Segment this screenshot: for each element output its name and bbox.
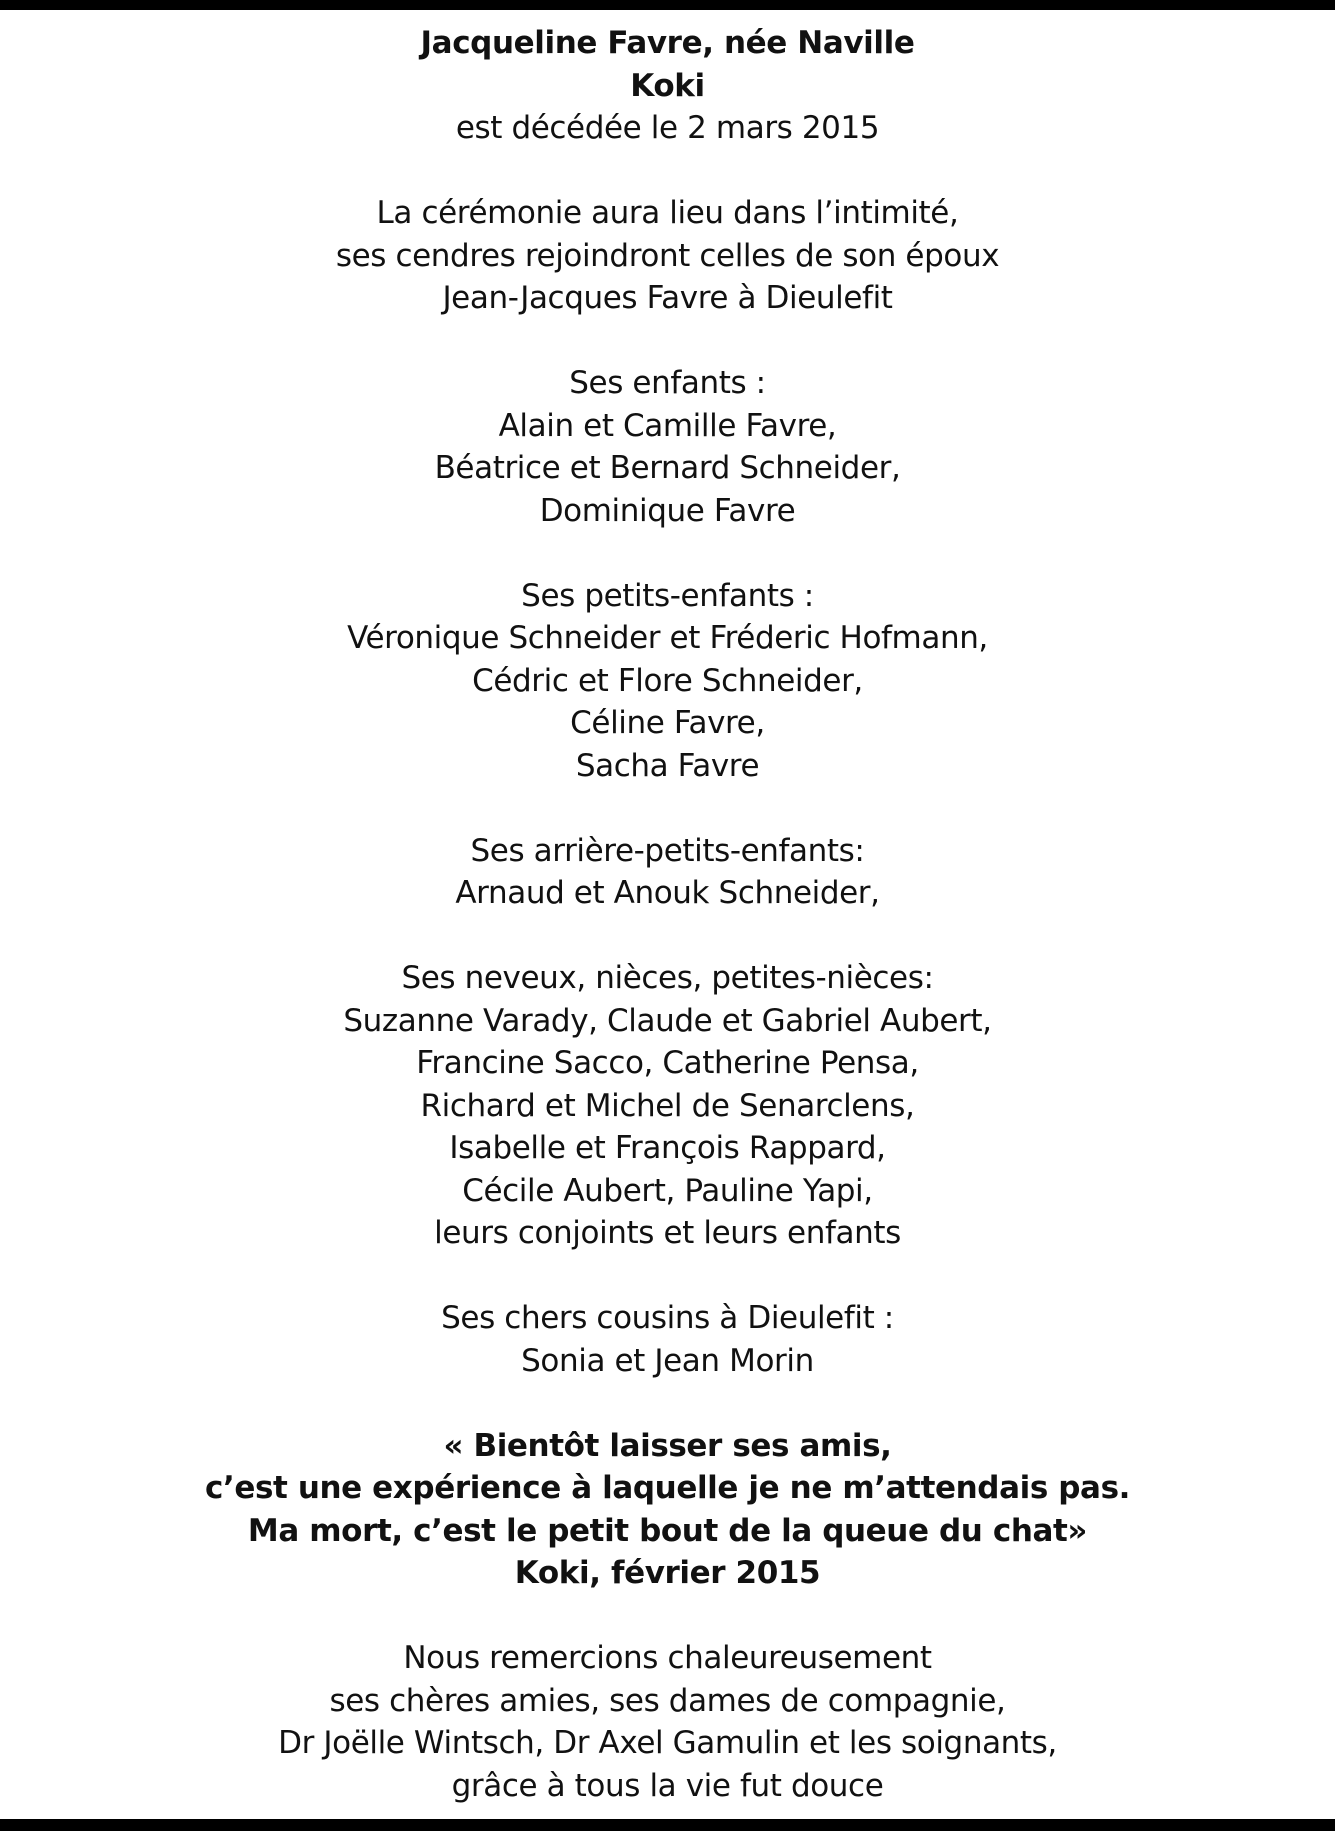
family-name-line: Suzanne Varady, Claude et Gabriel Aubert,	[343, 1002, 992, 1039]
thanks-block	[0, 1637, 1335, 1807]
ceremony-line: Jean-Jacques Favre à Dieulefit	[442, 280, 893, 316]
family-name-line: Sonia et Jean Morin	[521, 1342, 814, 1379]
header-block	[0, 22, 1335, 150]
spacer	[0, 915, 1335, 958]
nephews-heading: Ses neveux, nièces, petites-nièces:	[401, 960, 934, 996]
deceased-name: Jacqueline Favre, née Naville	[420, 25, 915, 61]
family-name-line: Cédric et Flore Schneider,	[472, 662, 863, 699]
bottom-border-rule	[0, 1819, 1335, 1831]
family-name-line: Véronique Schneider et Fréderic Hofmann,	[347, 620, 988, 656]
family-name-line: Isabelle et François Rappard,	[449, 1130, 886, 1166]
spacer	[0, 1382, 1335, 1425]
spacer	[0, 787, 1335, 830]
spacer	[0, 532, 1335, 575]
quote-block	[0, 1425, 1335, 1595]
family-name-line: Cécile Aubert, Pauline Yapi,	[462, 1172, 873, 1209]
quote-attribution: Koki, février 2015	[514, 1555, 821, 1591]
spacer	[0, 1255, 1335, 1298]
family-name-line: Alain et Camille Favre,	[498, 407, 837, 444]
obituary-notice	[0, 22, 1335, 1807]
family-name-line: Francine Sacco, Catherine Pensa,	[416, 1045, 919, 1081]
great-grandchildren-heading: Ses arrière-petits-enfants:	[470, 832, 865, 869]
ceremony-block	[0, 192, 1335, 320]
thanks-line: Dr Joëlle Wintsch, Dr Axel Gamulin et les soignants,	[278, 1725, 1057, 1761]
family-name-line: Dominique Favre	[539, 492, 796, 529]
ceremony-line: La cérémonie aura lieu dans l’intimité,	[376, 195, 959, 231]
family-name-line: leurs conjoints et leurs enfants	[434, 1215, 901, 1251]
top-border-rule	[0, 0, 1335, 10]
family-name-line: Sacha Favre	[575, 747, 760, 784]
nephews-block	[0, 957, 1335, 1255]
children-heading: Ses enfants :	[569, 365, 766, 401]
death-date-line: est décédée le 2 mars 2015	[455, 110, 880, 146]
spacer	[0, 320, 1335, 363]
thanks-line: Nous remercions chaleureusement	[403, 1640, 932, 1676]
family-name-line: Béatrice et Bernard Schneider,	[434, 450, 901, 486]
family-name-line: Arnaud et Anouk Schneider,	[455, 875, 880, 911]
grandchildren-block	[0, 575, 1335, 788]
children-block	[0, 362, 1335, 532]
ceremony-line: ses cendres rejoindront celles de son époux	[335, 237, 1000, 274]
family-name-line: Richard et Michel de Senarclens,	[420, 1087, 915, 1124]
deceased-nickname: Koki	[630, 67, 705, 104]
cousins-heading: Ses chers cousins à Dieulefit :	[441, 1300, 894, 1336]
quote-line: Ma mort, c’est le petit bout de la queue du chat»	[247, 1512, 1088, 1549]
cousins-block	[0, 1297, 1335, 1382]
family-name-line: Céline Favre,	[570, 705, 765, 741]
spacer	[0, 150, 1335, 193]
quote-line: « Bientôt laisser ses amis,	[443, 1427, 892, 1464]
thanks-line: ses chères amies, ses dames de compagnie,	[329, 1682, 1006, 1719]
quote-line: c’est une expérience à laquelle je ne m’attendais pas.	[204, 1470, 1131, 1506]
spacer	[0, 1595, 1335, 1638]
thanks-line: grâce à tous la vie fut douce	[451, 1767, 884, 1804]
great-grandchildren-block	[0, 830, 1335, 915]
grandchildren-heading: Ses petits-enfants :	[521, 577, 814, 614]
